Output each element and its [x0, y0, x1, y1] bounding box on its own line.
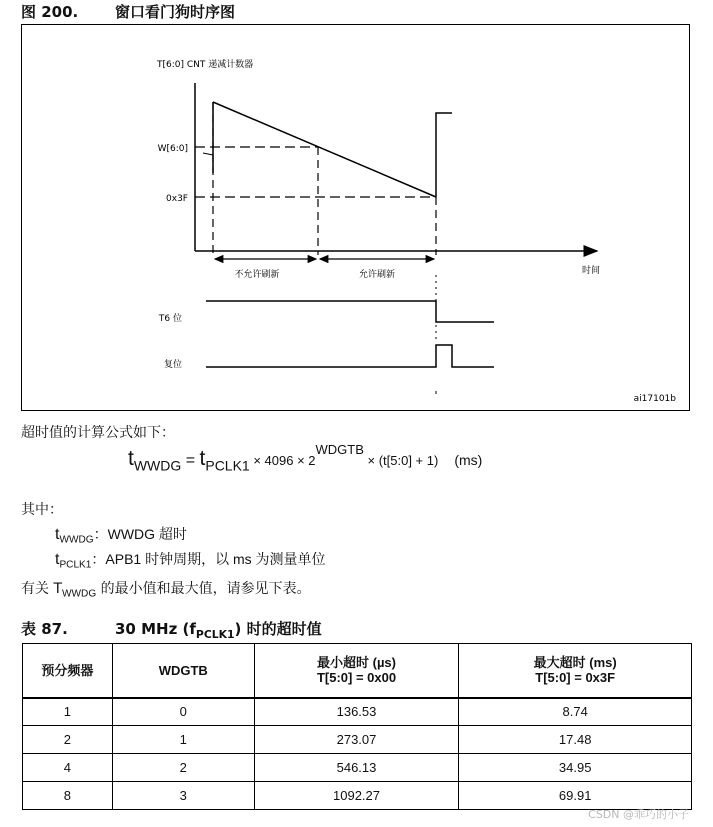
def1-t: t	[55, 526, 60, 543]
formula-middle: × 4096 × 2	[249, 453, 316, 469]
def2-colon: ：	[91, 551, 106, 567]
table-row	[23, 698, 692, 726]
header-min-line1: 最小超时 (µs)	[317, 655, 396, 671]
cell-wdgtb: 3	[112, 782, 254, 810]
table-reference-note	[21, 578, 311, 600]
def1-desc: WWDG 超时	[107, 526, 187, 542]
figure-caption: 窗口看门狗时序图	[115, 3, 236, 21]
table-number: 表 87.	[21, 620, 68, 638]
definition-tpclk1	[55, 549, 326, 571]
table-title	[21, 618, 322, 641]
formula-t2: t	[199, 447, 206, 471]
note-sub: WWDG	[62, 588, 97, 600]
header-max-line1: 最大超时 (ms)	[533, 655, 617, 671]
cell-min: 546.13	[254, 754, 459, 782]
formula-unit: (ms)	[454, 452, 483, 469]
table-row	[23, 754, 692, 782]
header-max-timeout	[459, 644, 692, 698]
note-pre: 有关 T	[21, 581, 63, 597]
formula-wwdg-sub: WWDG	[133, 457, 182, 474]
cell-prescaler: 1	[23, 698, 113, 726]
timing-diagram	[22, 25, 688, 409]
cell-max: 34.95	[459, 754, 692, 782]
cell-prescaler: 8	[23, 782, 113, 810]
refresh-not-allowed-label: 不允许刷新	[234, 270, 280, 280]
note-post: 的最小值和最大值，请参见下表。	[96, 581, 311, 597]
def2-t: t	[55, 551, 60, 568]
cell-max: 8.74	[459, 698, 692, 726]
cell-wdgtb: 2	[112, 754, 254, 782]
header-max-line2: T[5:0] = 0x3F	[535, 670, 616, 686]
counter-label: T[6:0] CNT 递减计数器	[157, 60, 254, 70]
reset-label: 复位	[163, 360, 182, 370]
timing-diagram-frame	[21, 24, 690, 411]
cell-prescaler: 4	[23, 754, 113, 782]
cell-max: 17.48	[459, 726, 692, 754]
formula-t: t	[128, 447, 134, 471]
header-prescaler: 预分频器	[23, 644, 113, 698]
table-row	[23, 726, 692, 754]
reset-waveform	[206, 345, 494, 367]
cell-min: 136.53	[254, 698, 459, 726]
figure-number: 图 200.	[21, 3, 79, 21]
def1-sub: WWDG	[59, 534, 94, 546]
window-value-label: W[6:0]	[157, 144, 188, 154]
header-wdgtb: WDGTB	[112, 644, 254, 698]
formula-intro: 超时值的计算公式如下：	[21, 425, 175, 441]
def2-sub: PCLK1	[59, 559, 92, 571]
figure-title	[21, 1, 235, 22]
timeout-table	[22, 643, 692, 810]
cell-wdgtb: 0	[112, 698, 254, 726]
def2-desc: APB1 时钟周期，以 ms 为测量单位	[105, 551, 326, 567]
timeout-formula	[128, 442, 482, 474]
formula-pclk-sub: PCLK1	[205, 457, 250, 474]
def1-colon: ：	[93, 526, 108, 542]
cell-wdgtb: 1	[112, 726, 254, 754]
formula-exponent: WDGTB	[315, 442, 364, 457]
time-axis-label: 时间	[581, 266, 601, 276]
refresh-allowed-label: 允许刷新	[358, 270, 396, 280]
watermark: CSDN @乖巧的小子	[588, 808, 689, 821]
header-min-timeout	[254, 644, 459, 698]
figure-id-label: ai17101b	[633, 394, 676, 404]
table-caption-pre: 30 MHz (f	[115, 620, 196, 638]
table-caption-post: ) 时的超时值	[234, 620, 322, 638]
formula-equals: =	[181, 452, 200, 470]
table-header-row	[23, 644, 692, 698]
w-tick	[203, 153, 213, 155]
hex-threshold-label: 0x3F	[166, 194, 188, 204]
t6-bit-waveform	[206, 301, 494, 322]
cell-prescaler: 2	[23, 726, 113, 754]
cell-min: 1092.27	[254, 782, 459, 810]
counter-reset-edge	[436, 113, 452, 197]
formula-tail: × (t[5:0] + 1)	[363, 453, 439, 469]
header-min-line2: T[5:0] = 0x00	[316, 670, 397, 686]
table-caption-sub: PCLK1	[195, 627, 235, 641]
cell-min: 273.07	[254, 726, 459, 754]
definition-twwdg	[55, 524, 187, 546]
where-label: 其中：	[21, 502, 63, 518]
t6-bit-label: T6 位	[158, 314, 182, 324]
counter-decrement-line	[213, 102, 436, 197]
cell-max: 69.91	[459, 782, 692, 810]
